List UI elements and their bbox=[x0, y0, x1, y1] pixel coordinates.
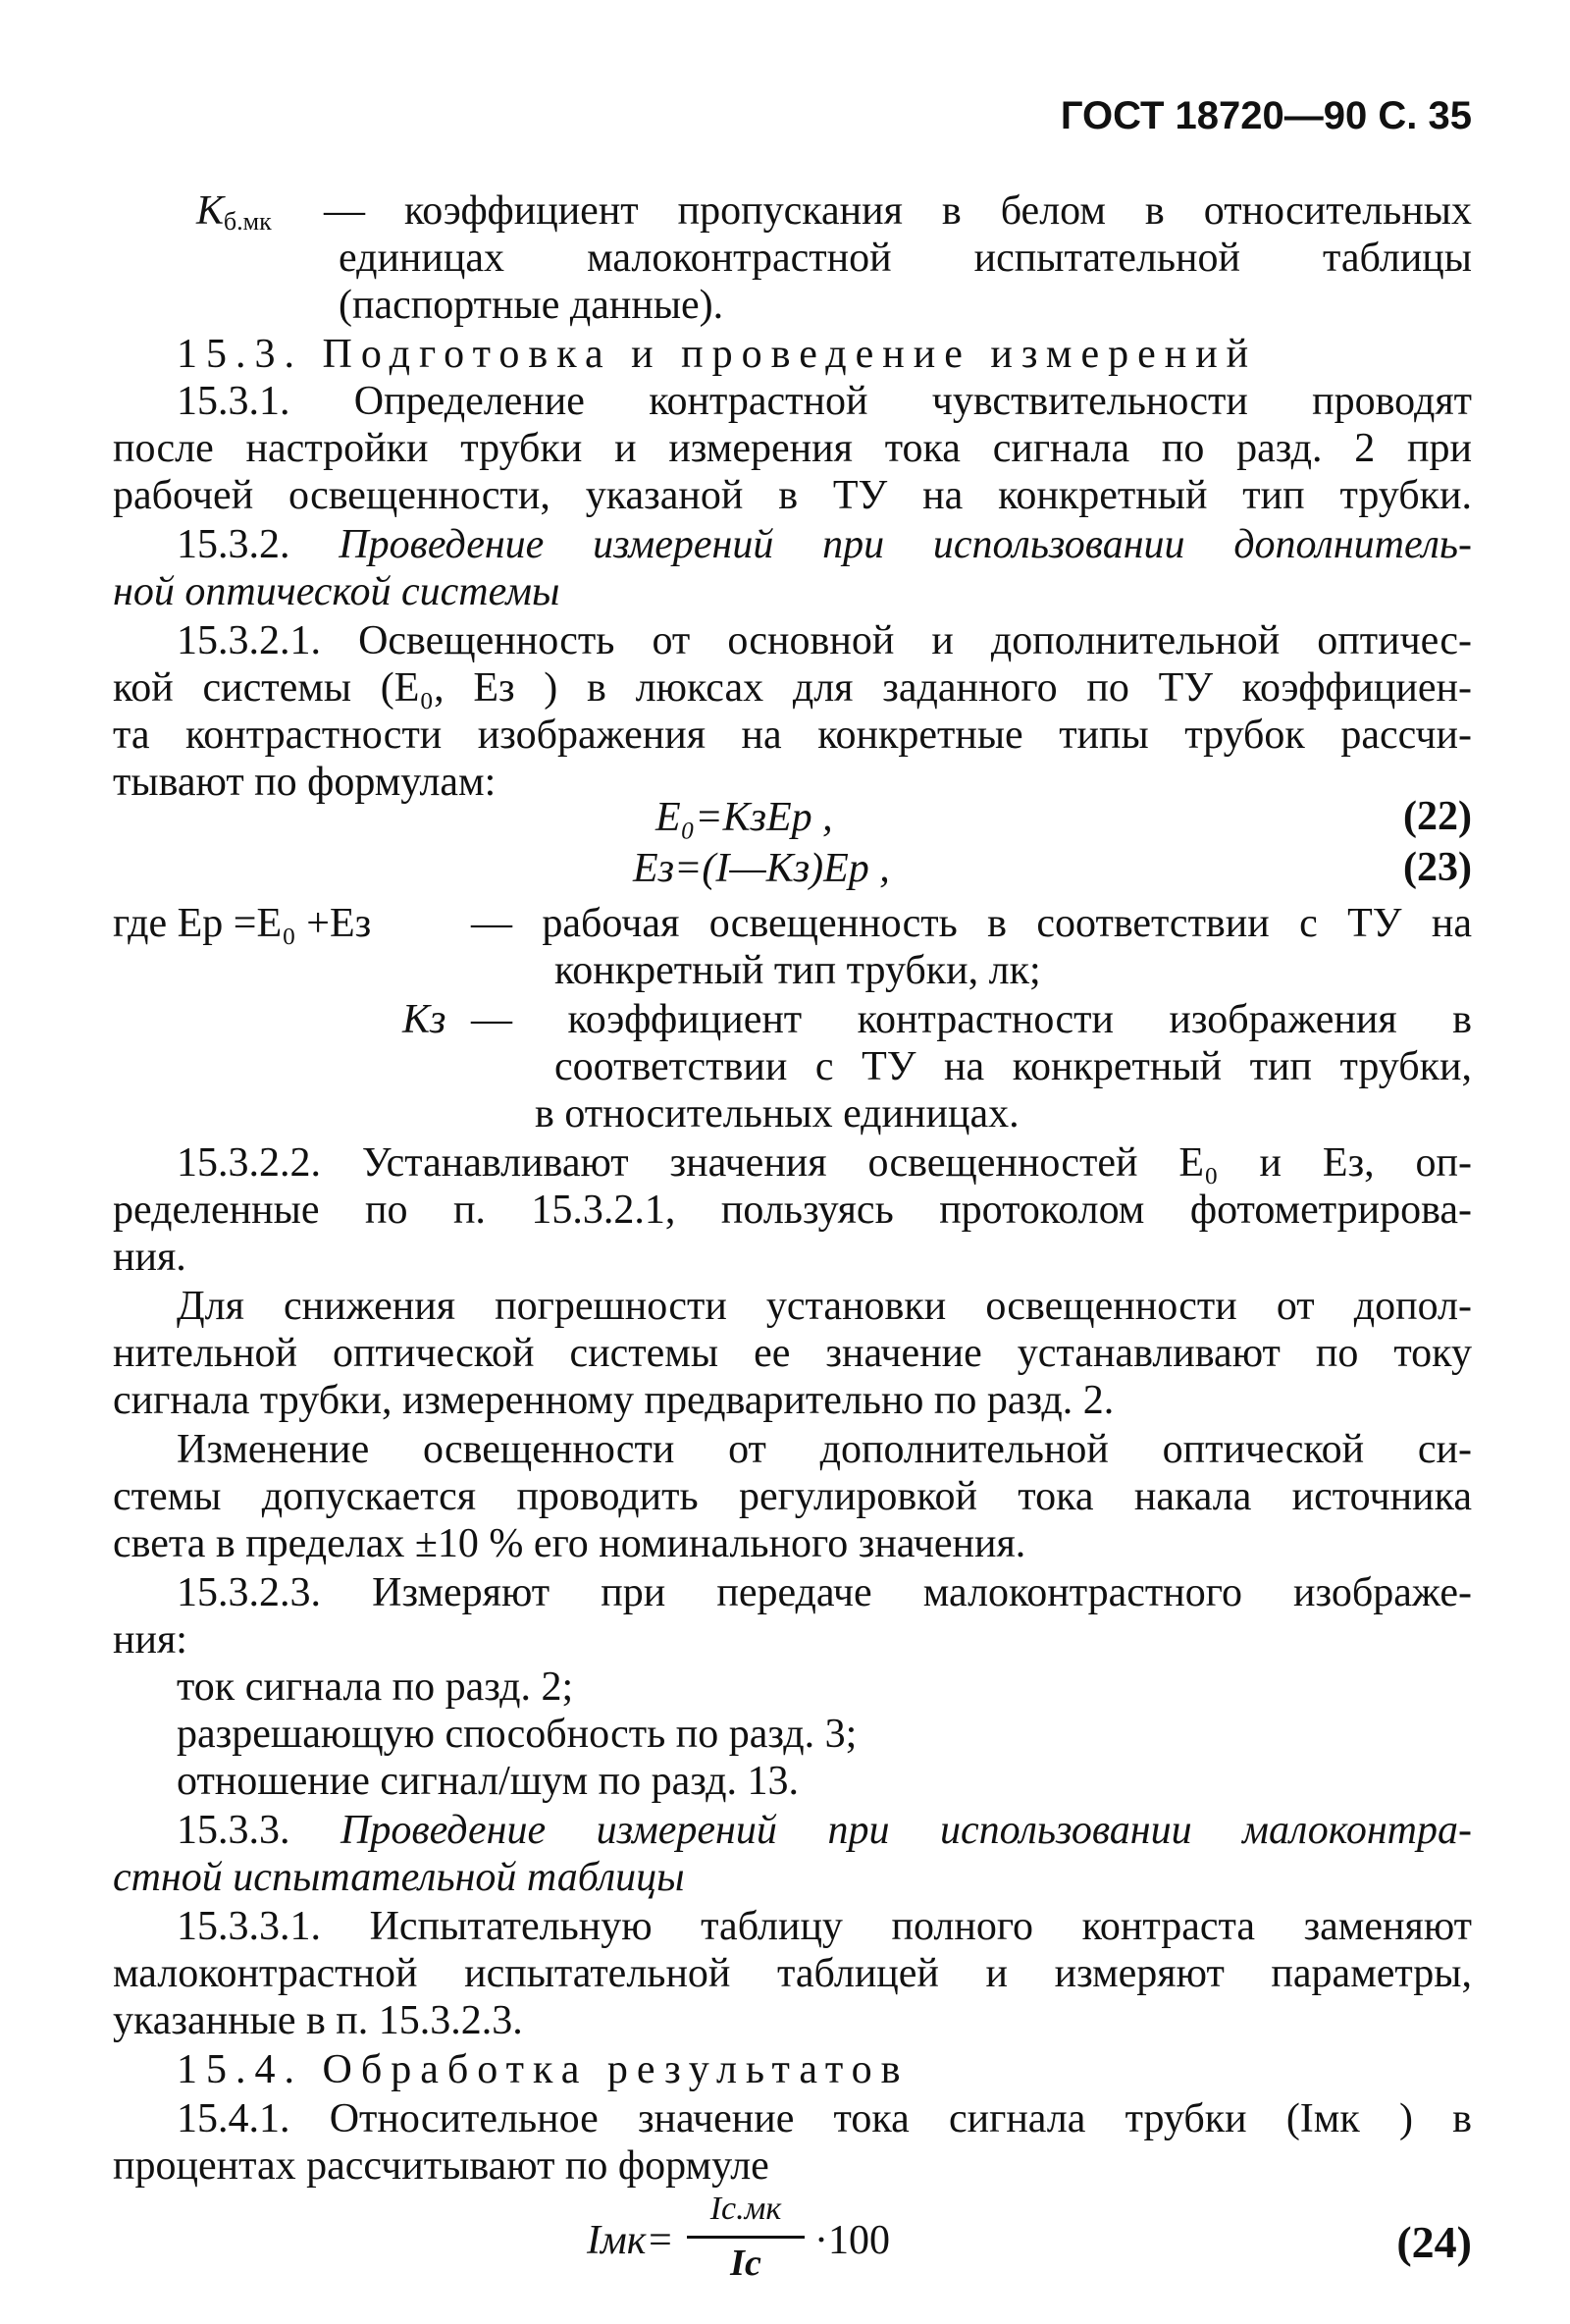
subsection-heading-15-3-3 bbox=[177, 1806, 1472, 1855]
formula-24-fraction-bar bbox=[687, 2236, 805, 2239]
where-definition-line: в относительных единицах. bbox=[535, 1091, 1020, 1136]
paragraph-line: сигнала трубки, измеренному предварительно по разд. 2. bbox=[113, 1378, 1115, 1423]
list-item: отношение сигнал/шум по разд. 13. bbox=[177, 1759, 799, 1804]
paragraph-line: 15.4.1. Относительное значение тока сигнала трубки (Iмк ) в bbox=[177, 2096, 1472, 2141]
paragraph-line: нительной оптической системы ее значение устанавливают по току bbox=[113, 1331, 1472, 1376]
section-heading-15-4: 15.4. Обработка результатов bbox=[177, 2047, 910, 2092]
where-clause: где Eр =E₀ +Eз bbox=[113, 901, 372, 946]
paragraph-line: ределенные по п. 15.3.2.1, пользуясь протоколом фотометрирова- bbox=[113, 1188, 1472, 1233]
definition-line-2: единицах малоконтрастной испытательной таблицы bbox=[339, 236, 1472, 281]
formula-24-denominator: Iс bbox=[730, 2243, 761, 2284]
formula-24-numerator: Iс.мк bbox=[709, 2191, 782, 2227]
paragraph-line: Изменение освещенности от дополнительной оптической си- bbox=[177, 1427, 1472, 1472]
paragraph-line: кой системы (E₀, Eз ) в люксах для заданного по ТУ коэффициен- bbox=[113, 665, 1472, 711]
paragraph-line: та контрастности изображения на конкретные типы трубок рассчи- bbox=[113, 713, 1472, 758]
formula-24-lhs: Iмк= bbox=[587, 2218, 674, 2263]
where-definition-line: — рабочая освещенность в соответствии с ТУ на bbox=[471, 901, 1472, 946]
definition-line-1: — коэффициент пропускания в белом в относительных bbox=[324, 188, 1472, 234]
where-definition-line: конкретный тип трубки, лк; bbox=[554, 948, 1041, 993]
subsection-title: Проведение измерений при использовании дополнитель- bbox=[339, 522, 1473, 567]
page-header: ГОСТ 18720—90 С. 35 bbox=[1060, 94, 1472, 137]
where-definition-line: соответствии с ТУ на конкретный тип трубки, bbox=[554, 1044, 1472, 1089]
paragraph-line: 15.3.2.3. Измеряют при передаче малоконтрастного изображе- bbox=[177, 1570, 1472, 1615]
subsection-number: 15.3.2. bbox=[177, 522, 290, 567]
formula-22: E₀=KзEр , bbox=[655, 795, 833, 840]
symbol-k: К bbox=[196, 188, 224, 234]
paragraph-line: указанные в п. 15.3.2.3. bbox=[113, 1998, 523, 2043]
paragraph-line: стемы допускается проводить регулировкой тока накала источника bbox=[113, 1474, 1472, 1519]
paragraph-line: процентах рассчитывают по формуле bbox=[113, 2143, 769, 2189]
formula-23: Eз=(I—Kз)Eр , bbox=[633, 846, 890, 891]
where-definition-line: — коэффициент контрастности изображения в bbox=[471, 997, 1472, 1042]
definition-line-3: (паспортные данные). bbox=[339, 283, 724, 328]
paragraph-line: после настройки трубки и измерения тока сигнала по разд. 2 при bbox=[113, 426, 1472, 471]
paragraph-line: 15.3.1. Определение контрастной чувствительности проводят bbox=[177, 379, 1472, 424]
section-heading-15-3: 15.3. Подготовка и проведение измерений bbox=[177, 332, 1258, 377]
subsection-number: 15.3.3. bbox=[177, 1808, 290, 1853]
paragraph-line: 15.3.2.2. Устанавливают значения освещенностей E₀ и Eз, оп- bbox=[177, 1140, 1472, 1186]
subsection-heading-15-3-2 bbox=[177, 520, 1472, 569]
paragraph-line: рабочей освещенности, указаной в ТУ на конкретный тип трубки. bbox=[113, 473, 1472, 518]
formula-22-number: (22) bbox=[1403, 794, 1472, 839]
list-item: разрешающую способность по разд. 3; bbox=[177, 1712, 858, 1757]
formula-24-multiplier: ·100 bbox=[814, 2218, 890, 2263]
subsection-title: Проведение измерений при использовании малоконтра- bbox=[340, 1808, 1472, 1853]
paragraph-line: Для снижения погрешности установки освещенности от допол- bbox=[177, 1284, 1472, 1329]
symbol-kz: Kз bbox=[402, 997, 446, 1042]
paragraph-line: 15.3.3.1. Испытательную таблицу полного контраста заменяют bbox=[177, 1904, 1472, 1949]
paragraph-line: света в пределах ±10 % его номинального значения. bbox=[113, 1521, 1026, 1566]
subsection-title-continued: ной оптической системы bbox=[113, 569, 560, 614]
paragraph-line: малоконтрастной испытательной таблицей и измеряют параметры, bbox=[113, 1951, 1472, 1996]
paragraph-line: тывают по формулам: bbox=[113, 760, 497, 805]
paragraph-line: ния. bbox=[113, 1235, 186, 1280]
paragraph-line: ния: bbox=[113, 1617, 187, 1663]
subsection-title-continued: стной испытательной таблицы bbox=[113, 1855, 685, 1900]
formula-23-number: (23) bbox=[1403, 845, 1472, 890]
paragraph-line: 15.3.2.1. Освещенность от основной и дополнительной оптичес- bbox=[177, 618, 1472, 663]
formula-24-number: (24) bbox=[1396, 2217, 1472, 2267]
definition-symbol bbox=[196, 186, 272, 246]
symbol-k-subscript: б.мк bbox=[223, 207, 272, 236]
list-item: ток сигнала по разд. 2; bbox=[177, 1664, 574, 1710]
